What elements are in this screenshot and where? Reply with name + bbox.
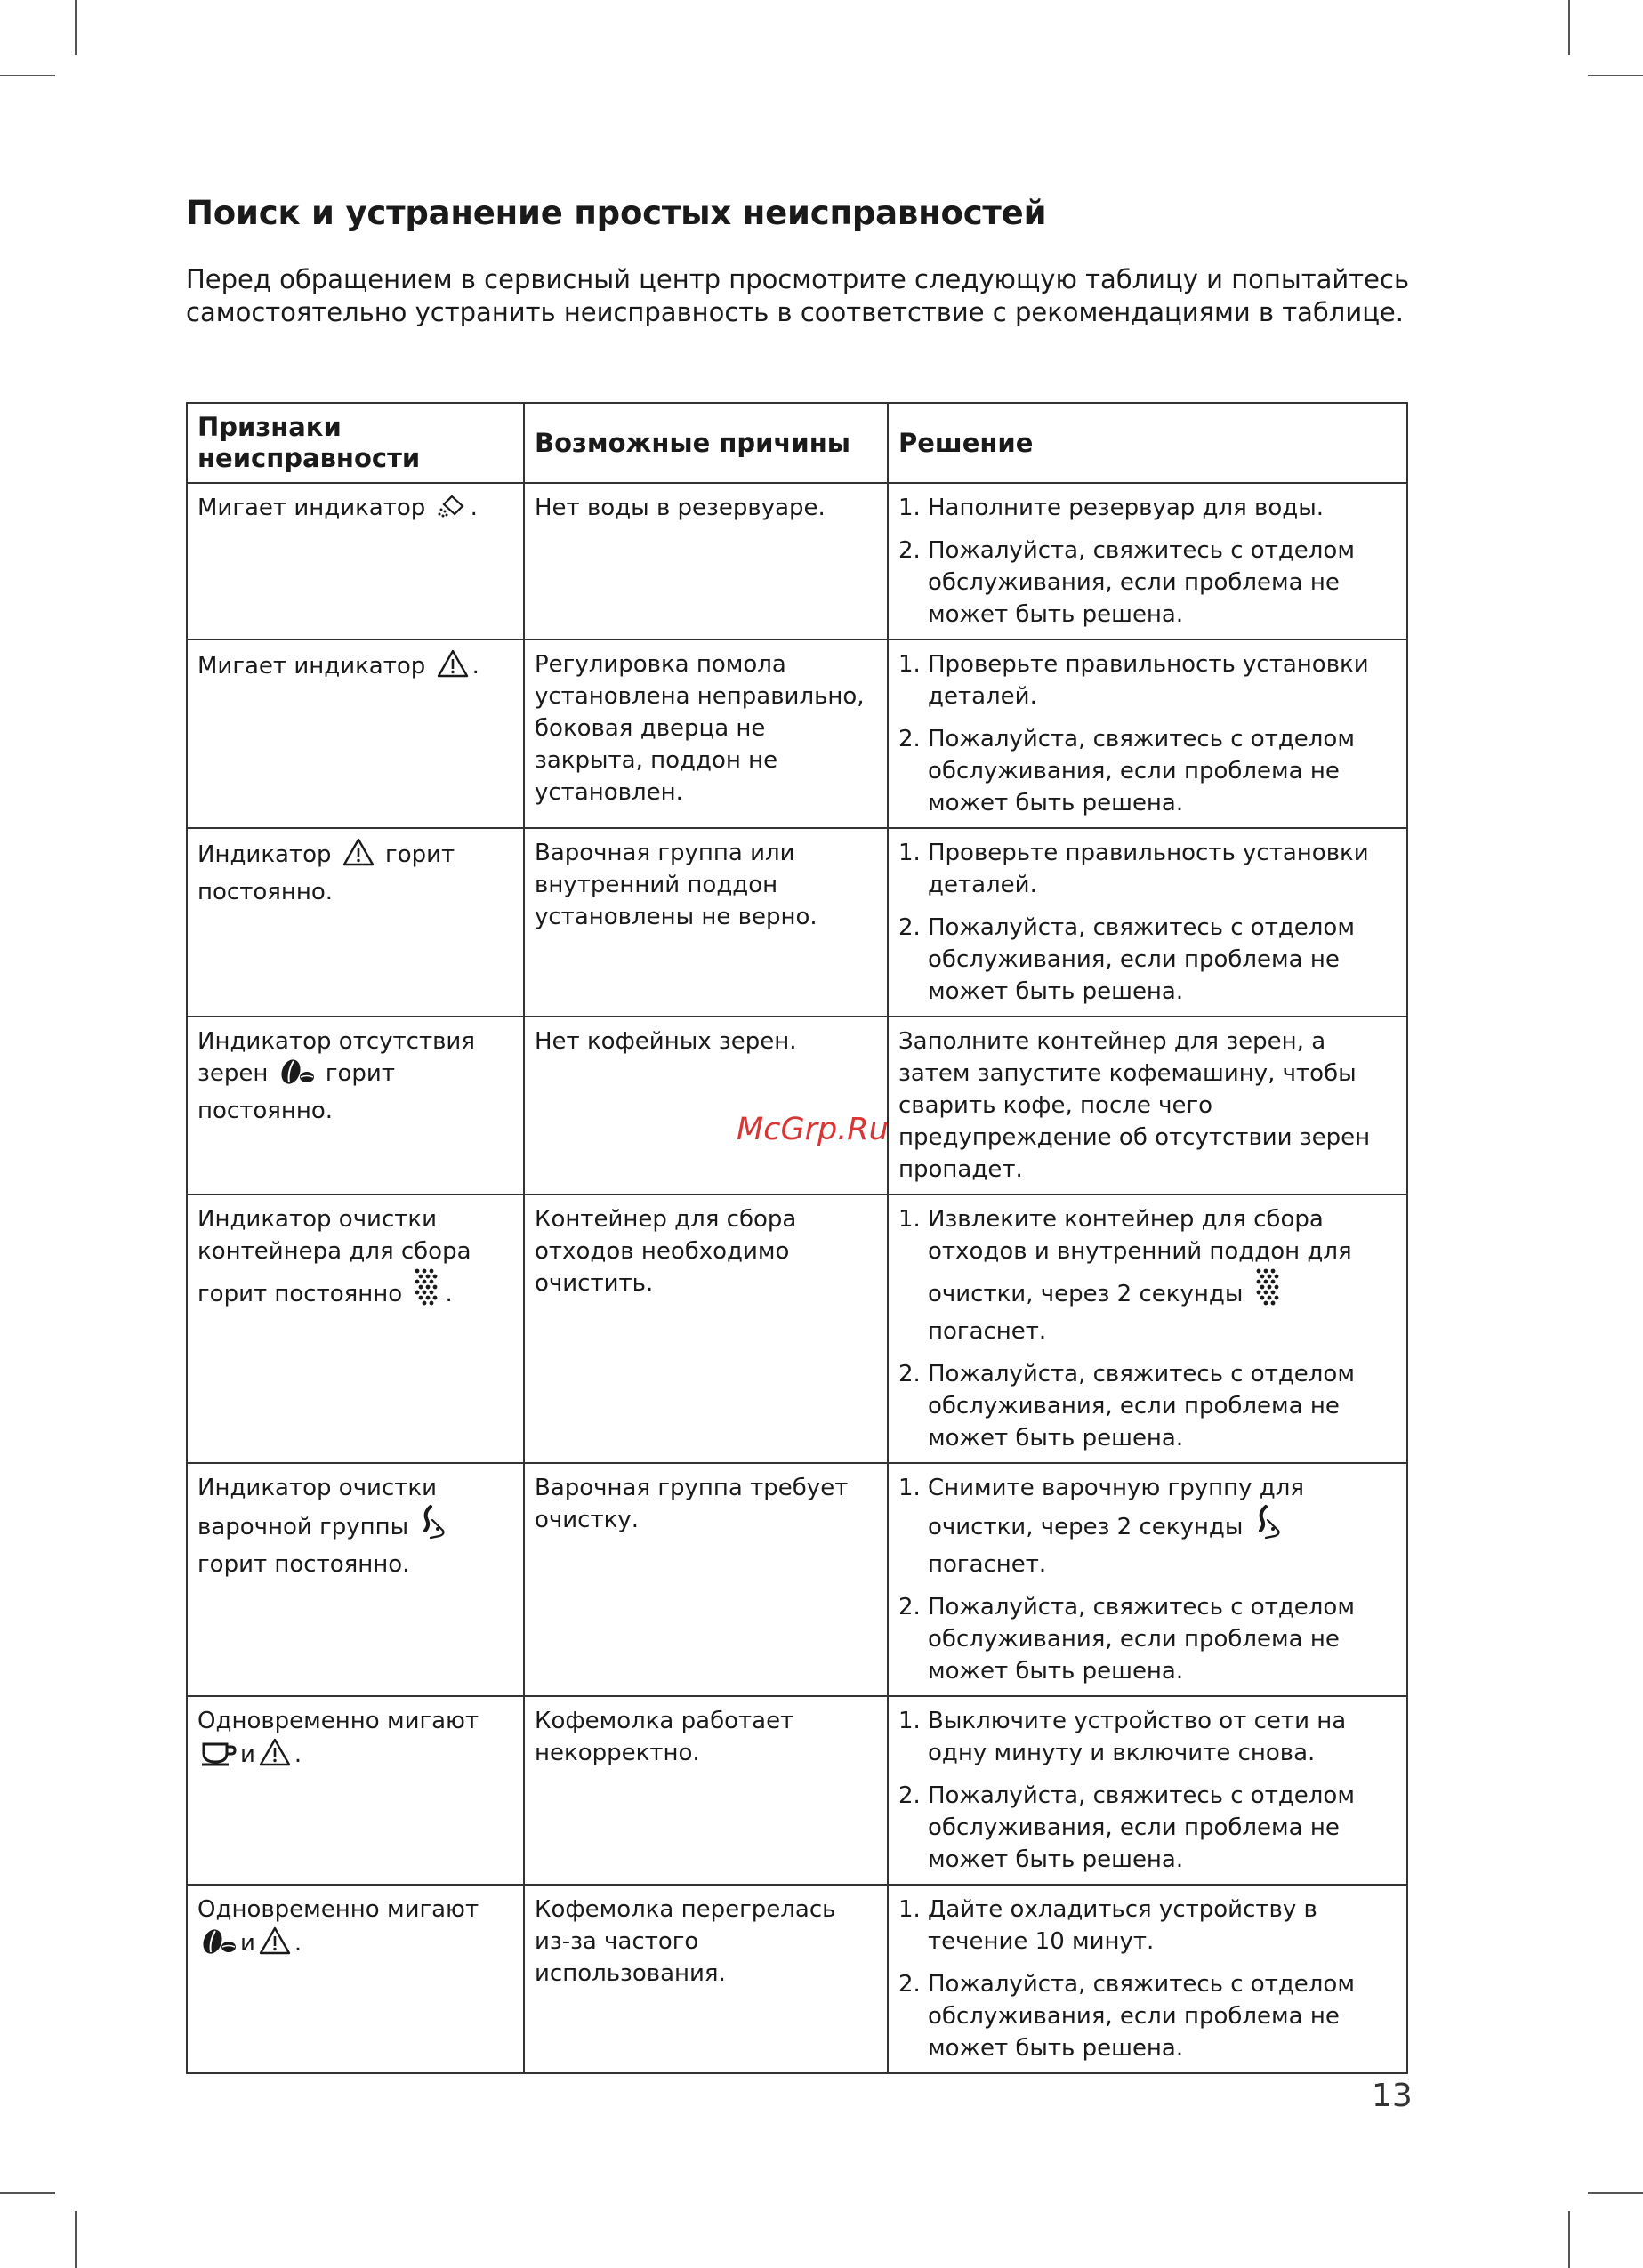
solution-cell <box>888 1696 1407 1885</box>
table-row <box>187 1696 1407 1885</box>
table-header-row <box>187 403 1407 483</box>
solution-step <box>898 535 1397 631</box>
text-fragment: Пожалуйста, свяжитесь с отделом обслуживания, если проблема не может быть решена. <box>928 1594 1355 1685</box>
crop-mark <box>75 2211 77 2268</box>
solution-cell <box>888 828 1407 1017</box>
step-number: 1. <box>898 840 921 866</box>
step-number: 1. <box>898 1475 921 1501</box>
solution-cell: Заполните контейнер для зерен, а затем запустите кофемашину, чтобы сварить кофе, после чего предупреждение об отсутствии зерен пропадет. <box>888 1017 1407 1194</box>
cause-cell: Кофемолка перегрелась из-за частого использования. <box>524 1885 888 2073</box>
coffee-beans-icon <box>200 1927 238 1965</box>
page-title: Поиск и устранение простых неисправностей <box>186 194 1047 232</box>
solution-steps <box>898 837 1397 1008</box>
solution-step <box>898 912 1397 1008</box>
cup-icon <box>200 1739 238 1776</box>
solution-cell <box>888 483 1407 639</box>
warning-icon <box>258 1926 292 1965</box>
solution-steps <box>898 1203 1397 1454</box>
symptom-cell <box>187 1194 524 1463</box>
text-fragment: Индикатор <box>197 841 332 868</box>
step-text: Наполните резервуар для воды. <box>928 495 1325 521</box>
symptom-cell <box>187 1463 524 1696</box>
text-fragment: горит постоянно. <box>197 1060 395 1124</box>
text-fragment: . <box>470 495 478 521</box>
header-symptoms: Признаки неисправности <box>187 403 524 483</box>
warning-icon <box>258 1737 292 1776</box>
cause-cell: Нет воды в резервуаре. <box>524 483 888 639</box>
symptom-cell <box>187 828 524 1017</box>
symptom-cell <box>187 1017 524 1194</box>
solution-steps <box>898 1894 1397 2064</box>
solution-cell <box>888 639 1407 828</box>
text-fragment: горит постоянно. <box>197 1551 410 1578</box>
symptom-cell <box>187 483 524 639</box>
solution-step <box>898 1780 1397 1876</box>
step-number: 1. <box>898 1708 921 1734</box>
step-text: Выключите устройство от сети на одну минуту и включите снова. <box>928 1708 1347 1766</box>
cause-cell: Варочная группа или внутренний поддон установлены не верно. <box>524 828 888 1017</box>
solution-steps <box>898 492 1397 631</box>
step-text: Дайте охладиться устройству в течение 10 минут. <box>928 1896 1317 1955</box>
header-solution: Решение <box>888 403 1407 483</box>
step-text: Пожалуйста, свяжитесь с отделом обслуживания, если проблема не может быть решена. <box>928 1971 1355 2062</box>
text-fragment: и <box>240 1930 255 1957</box>
text-fragment: . <box>445 1281 453 1307</box>
text-fragment: . <box>471 653 479 680</box>
text-fragment: Пожалуйста, свяжитесь с отделом обслуживания, если проблема не может быть решена. <box>928 1361 1355 1452</box>
solution-cell <box>888 1463 1407 1696</box>
text-fragment: Извлеките контейнер для сбора отходов и внутренний поддон для очистки, через 2 секунды <box>928 1206 1352 1307</box>
step-number: 1. <box>898 1896 921 1923</box>
solution-step <box>898 1705 1397 1769</box>
solution-cell <box>888 1885 1407 2073</box>
text-fragment: погаснет. <box>928 1551 1047 1578</box>
symptom-cell <box>187 639 524 828</box>
text-fragment: Индикатор очистки контейнера для сбора горит постоянно <box>197 1206 471 1307</box>
solution-step <box>898 723 1397 819</box>
warning-icon <box>436 648 470 688</box>
crop-mark <box>75 0 77 55</box>
page-number: 13 <box>1372 2078 1413 2114</box>
solution-step <box>898 1591 1397 1687</box>
solution-step <box>898 648 1397 712</box>
table-row <box>187 639 1407 828</box>
brew-group-icon <box>1253 1504 1284 1548</box>
watermark: McGrp.Ru <box>737 1112 889 1147</box>
step-text: Проверьте правильность установки деталей. <box>928 840 1369 898</box>
step-text: Проверьте правильность установки деталей. <box>928 651 1369 710</box>
table-row <box>187 1885 1407 2073</box>
text-fragment: . <box>294 1741 302 1768</box>
step-number: 1. <box>898 1206 921 1233</box>
table-row <box>187 1194 1407 1463</box>
step-text: Пожалуйста, свяжитесь с отделом обслуживания, если проблема не может быть решена. <box>928 1782 1355 1873</box>
troubleshooting-table <box>186 402 1408 2074</box>
text-fragment: Снимите варочную группу для очистки, через 2 секунды <box>928 1475 1304 1540</box>
text-fragment: и <box>240 1741 255 1768</box>
step-number: 2. <box>898 1971 921 1998</box>
solution-step <box>898 837 1397 901</box>
text-fragment: Индикатор отсутствия зерен <box>197 1028 475 1087</box>
solution-step <box>898 1472 1397 1580</box>
crop-mark <box>0 2192 55 2194</box>
solution-step <box>898 1968 1397 2064</box>
warning-icon <box>342 837 375 876</box>
table-row <box>187 483 1407 639</box>
crop-mark <box>1568 0 1570 55</box>
intro-paragraph: Перед обращением в сервисный центр просмотрите следующую таблицу и попытайтесь самостоятельно устранить неисправность в соответствие с рекомендациями в таблице. <box>186 264 1410 327</box>
header-causes: Возможные причины <box>524 403 888 483</box>
grounds-container-icon <box>1253 1267 1284 1315</box>
step-text: Пожалуйста, свяжитесь с отделом обслуживания, если проблема не может быть решена. <box>928 914 1355 1005</box>
table-row <box>187 1463 1407 1696</box>
crop-mark <box>1568 2211 1570 2268</box>
text-fragment: Мигает индикатор <box>197 653 426 680</box>
step-number: 1. <box>898 495 921 521</box>
text-fragment: Мигает индикатор <box>197 495 426 521</box>
cause-cell: Нет кофейных зерен. <box>524 1017 888 1194</box>
solution-steps <box>898 1472 1397 1687</box>
text-fragment: погаснет. <box>928 1318 1047 1345</box>
solution-step <box>898 1203 1397 1347</box>
solution-step <box>898 1358 1397 1454</box>
water-tank-icon <box>436 492 468 529</box>
table-row <box>187 828 1407 1017</box>
step-number: 2. <box>898 1361 921 1387</box>
cause-cell: Кофемолка работает некорректно. <box>524 1696 888 1885</box>
step-number: 2. <box>898 1594 921 1621</box>
crop-mark <box>0 75 55 76</box>
cause-cell: Контейнер для сбора отходов необходимо очистить. <box>524 1194 888 1463</box>
symptom-cell <box>187 1885 524 2073</box>
step-number: 2. <box>898 1782 921 1809</box>
cause-cell: Регулировка помола установлена неправильно, боковая дверца не закрыта, поддон не установлен. <box>524 639 888 828</box>
grounds-container-icon <box>412 1267 442 1315</box>
brew-group-icon <box>418 1504 448 1548</box>
step-number: 2. <box>898 537 921 564</box>
coffee-beans-icon <box>278 1058 316 1095</box>
symptom-cell <box>187 1696 524 1885</box>
step-text: Пожалуйста, свяжитесь с отделом обслуживания, если проблема не может быть решена. <box>928 537 1355 628</box>
text-fragment: . <box>294 1930 302 1957</box>
text-fragment: Одновременно мигают <box>197 1896 479 1923</box>
step-number: 2. <box>898 726 921 752</box>
step-text: Пожалуйста, свяжитесь с отделом обслуживания, если проблема не может быть решена. <box>928 726 1355 816</box>
cause-cell: Варочная группа требует очистку. <box>524 1463 888 1696</box>
solution-steps <box>898 648 1397 819</box>
text-fragment: Индикатор очистки варочной группы <box>197 1475 437 1540</box>
step-number: 1. <box>898 651 921 678</box>
crop-mark <box>1588 2192 1643 2194</box>
crop-mark <box>1588 75 1643 76</box>
solution-cell <box>888 1194 1407 1463</box>
solution-steps <box>898 1705 1397 1876</box>
solution-step <box>898 492 1397 524</box>
step-number: 2. <box>898 914 921 941</box>
solution-step <box>898 1894 1397 1958</box>
text-fragment: горит постоянно. <box>197 841 455 905</box>
table-row <box>187 1017 1407 1194</box>
text-fragment: Одновременно мигают <box>197 1708 479 1734</box>
